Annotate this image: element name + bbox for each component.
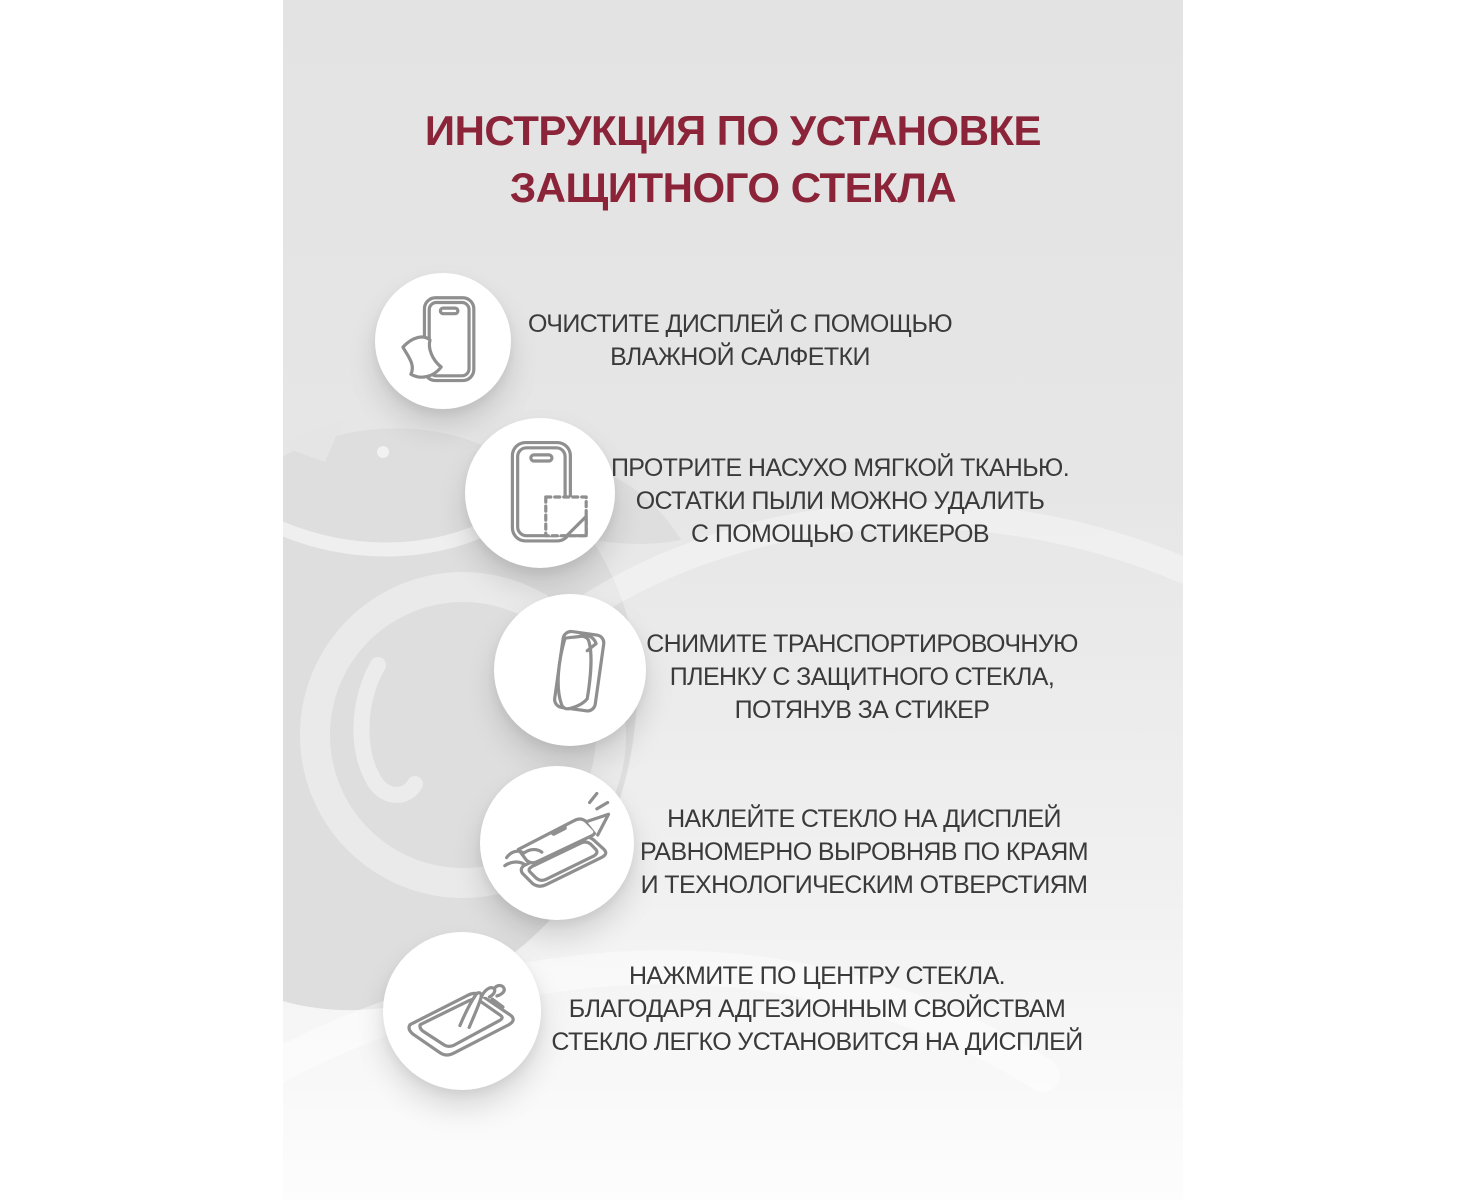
step-2-line-2: ОСТАТКИ ПЫЛИ МОЖНО УДАЛИТЬ <box>635 487 1045 515</box>
step-1-text <box>490 308 990 374</box>
step-5-text <box>547 960 1087 1059</box>
step-2-line-3: С ПОМОЩЬЮ СТИКЕРОВ <box>691 520 989 548</box>
step-2-text <box>590 452 1090 551</box>
step-3-text <box>612 628 1112 727</box>
step-5-line-1: НАЖМИТЕ ПО ЦЕНТРУ СТЕКЛА. <box>628 962 1006 990</box>
press-center-icon <box>397 946 527 1076</box>
apply-glass-icon <box>494 780 620 906</box>
step-5-icon-circle <box>383 932 541 1090</box>
watermark-eye <box>377 446 389 458</box>
phone-wipe-icon <box>387 285 499 397</box>
step-3-line-3: ПОТЯНУВ ЗА СТИКЕР <box>734 696 990 724</box>
step-4-line-3: И ТЕХНОЛОГИЧЕСКИМ ОТВЕРСТИЯМ <box>640 871 1088 899</box>
step-4-line-2: РАВНОМЕРНО ВЫРОВНЯВ ПО КРАЯМ <box>640 838 1088 866</box>
page-title-line-1: ИНСТРУКЦИЯ ПО УСТАНОВКЕ <box>424 107 1042 154</box>
page-title-line-2: ЗАЩИТНОГО СТЕКЛА <box>509 164 957 211</box>
step-1-line-1: ОЧИСТИТЕ ДИСПЛЕЙ С ПОМОЩЬЮ <box>528 310 952 338</box>
step-4-line-1: НАКЛЕЙТЕ СТЕКЛО НА ДИСПЛЕЙ <box>667 805 1061 833</box>
step-1-line-2: ВЛАЖНОЙ САЛФЕТКИ <box>610 343 870 371</box>
step-5-line-3: СТЕКЛО ЛЕГКО УСТАНОВИТСЯ НА ДИСПЛЕЙ <box>551 1028 1083 1056</box>
step-5-line-2: БЛАГОДАРЯ АДГЕЗИОННЫМ СВОЙСТВАМ <box>568 995 1066 1023</box>
step-3-line-2: ПЛЕНКУ С ЗАЩИТНОГО СТЕКЛА, <box>669 663 1055 691</box>
page-title <box>283 102 1183 216</box>
step-4-text <box>604 803 1124 902</box>
step-3-line-1: СНИМИТЕ ТРАНСПОРТИРОВОЧНУЮ <box>646 630 1078 658</box>
phone-sticker-icon <box>479 432 602 555</box>
step-2-line-1: ПРОТРИТЕ НАСУХО МЯГКОЙ ТКАНЬЮ. <box>610 454 1070 482</box>
